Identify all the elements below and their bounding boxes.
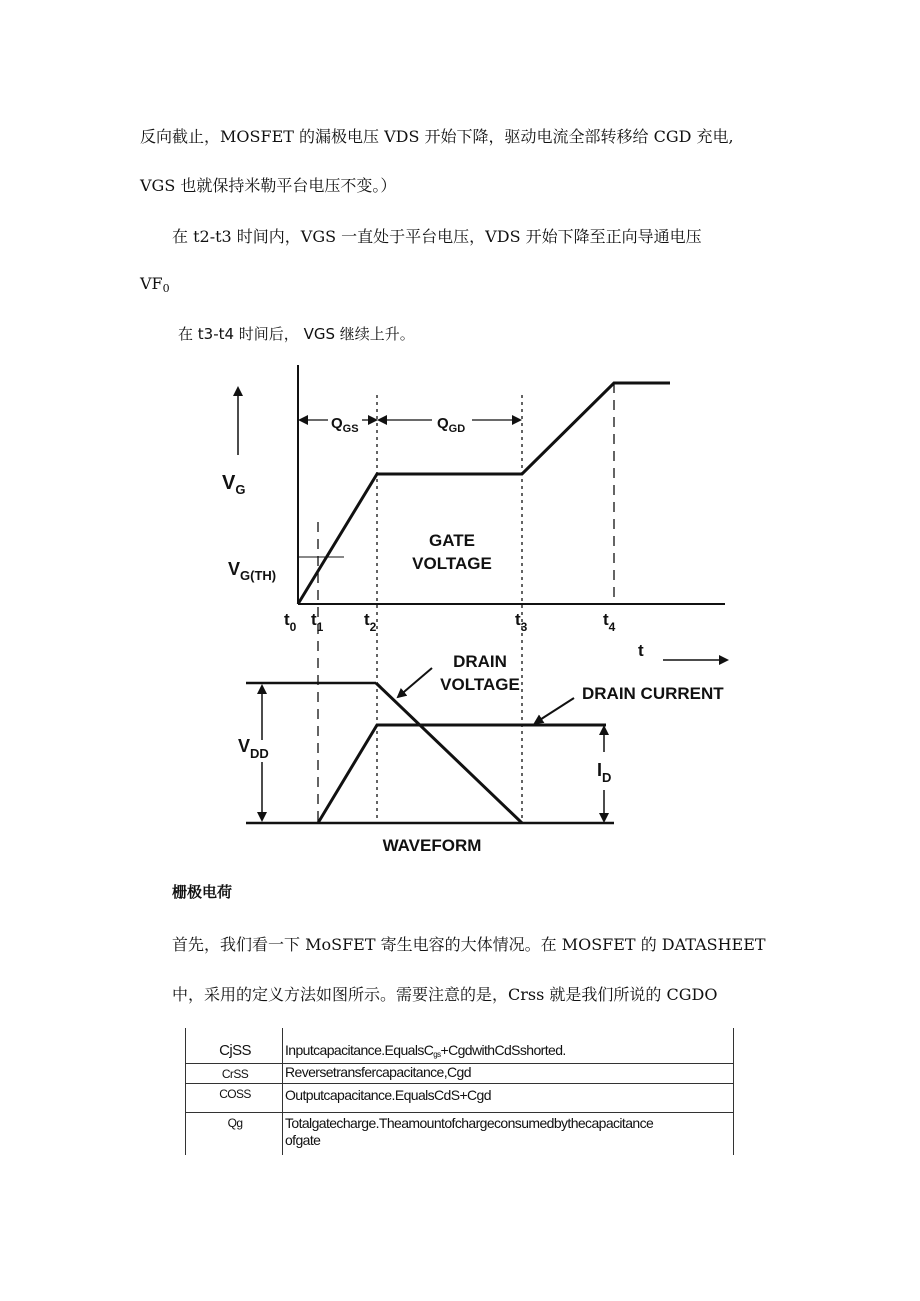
table-row [186, 1028, 734, 1064]
symbol-cell: Qg [186, 1113, 283, 1156]
t-axis-label: t [638, 641, 644, 660]
description-cell: Totalgatecharge.Theamountofchargeconsumedbythecapacitance ofgate [283, 1113, 734, 1156]
qgs-label: $Q_{GS}$ [331, 415, 359, 435]
description-cell: Inputcapacitance.EqualsC$_{gs}$+CgdwithCdSshorted. [283, 1028, 734, 1064]
description-cell: Outputcapacitance.EqualsCdS+Cgd [283, 1084, 734, 1113]
t3-label: $t_3$ [515, 610, 528, 634]
drain-voltage-label-1: DRAIN [453, 652, 507, 671]
description-cell: Reversetransfercapacitance,Cgd [283, 1064, 734, 1084]
vg-label: $V_G$ [222, 472, 246, 497]
drain-voltage-label-2: VOLTAGE [440, 675, 520, 694]
paragraph-5: 在 t3-t4 时间后， VGS 继续上升。 [178, 325, 415, 343]
table-row [186, 1064, 734, 1084]
capacitance-definition-table [185, 1028, 734, 1155]
paragraph-1: 反向截止，MOSFET 的漏极电压 VDS 开始下降，驱动电流全部转移给 CGD 充电, [140, 127, 734, 146]
gate-voltage-label-2: VOLTAGE [412, 554, 492, 573]
waveform-label: WAVEFORM [382, 836, 482, 855]
drain-current-label: DRAIN CURRENT [582, 684, 724, 703]
drain-voltage-pointer [398, 668, 432, 697]
paragraph-6: 首先，我们看一下 MoSFET 寄生电容的大体情况。在 MOSFET 的 DATASHEET [172, 935, 766, 954]
gate-voltage-label-1: GATE [429, 531, 475, 550]
paragraph-2: VGS 也就保持米勒平台电压不变。） [140, 176, 397, 195]
paragraph-3: 在 t2-t3 时间内，VGS 一直处于平台电压，VDS 开始下降至正向导通电压 [172, 227, 702, 246]
paragraph-4-main: VF [140, 274, 163, 293]
symbol-cell: CjSS [186, 1028, 283, 1064]
symbol-cell: CrSS [186, 1064, 283, 1084]
id-label: $I_D$ [597, 760, 612, 785]
symbol-cell: COSS [186, 1084, 283, 1113]
table-row [186, 1084, 734, 1113]
t1-label: $t_1$ [311, 610, 324, 634]
drain-current-pointer [535, 698, 574, 723]
vgth-label: $V_{G(TH)}$ [228, 559, 277, 583]
qgd-label: $Q_{GD}$ [437, 415, 466, 435]
t2-label: $t_2$ [364, 610, 377, 634]
vdd-label: $V_{DD}$ [238, 736, 269, 761]
paragraph-4-sub: 0 [162, 282, 170, 295]
paragraph-7: 中，采用的定义方法如图所示。需要注意的是，Crss 就是我们所说的 CGDO [172, 985, 718, 1004]
drain-current-curve [318, 725, 606, 823]
t0-label: $t_0$ [284, 610, 297, 634]
drain-voltage-curve [376, 683, 522, 823]
section-heading: 栅极电荷 [172, 883, 233, 901]
t4-label: $t_4$ [603, 610, 616, 634]
table-row [186, 1113, 734, 1156]
